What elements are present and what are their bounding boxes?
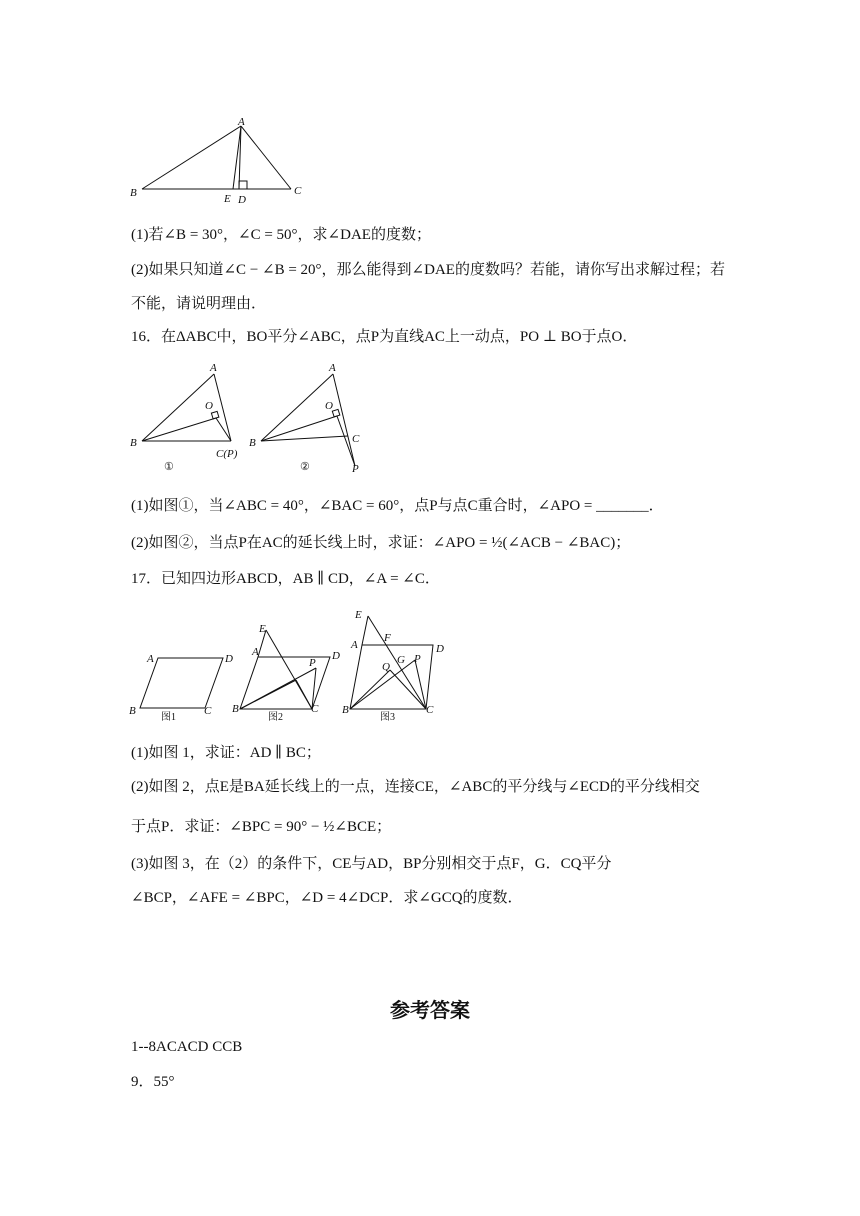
label-D: D — [238, 194, 246, 206]
problem-16-statement: 16．在ΔABC中，BO平分∠ABC，点P为直线AC上一动点，PO ⊥ BO于点O． — [131, 329, 638, 345]
caption-fig1: 图1 — [161, 712, 176, 723]
caption-circled-2: ② — [300, 461, 310, 473]
label-A: A — [351, 639, 358, 651]
problem-17-part3-line2: ∠BCP，∠AFE = ∠BPC，∠D = 4∠DCP．求∠GCQ的度数． — [131, 890, 523, 906]
problem-15-part2-line2: 不能，请说明理由． — [131, 296, 267, 312]
figure-17-1 — [126, 645, 238, 725]
label-G: G — [397, 654, 405, 666]
label-A: A — [329, 362, 336, 374]
label-B: B — [130, 187, 137, 199]
label-E: E — [355, 609, 362, 621]
label-P: P — [352, 463, 359, 474]
label-A: A — [147, 653, 154, 665]
label-B: B — [130, 437, 137, 449]
label-P: P — [309, 657, 316, 669]
problem-16-part1: (1)如图①，当∠ABC = 40°，∠BAC = 60°，点P与点C重合时，∠APO = _______． — [131, 498, 664, 514]
label-F: F — [384, 632, 391, 644]
problem-17-part3-line1: (3)如图 3，在（2）的条件下，CE与AD，BP分别相交于点F，G．CQ平分 — [131, 856, 612, 872]
problem-17-part2-line1: (2)如图 2，点E是BA延长线上的一点，连接CE，∠ABC的平分线与∠ECD的平分线相交 — [131, 779, 700, 795]
label-P: P — [414, 653, 421, 665]
caption-fig2: 图2 — [268, 712, 283, 723]
figure-16-1 — [126, 358, 256, 474]
label-B: B — [129, 705, 136, 717]
label-A: A — [252, 646, 259, 658]
label-C: C — [294, 185, 302, 197]
problem-15-part1: (1)若∠B = 30°，∠C = 50°，求∠DAE的度数； — [131, 227, 431, 243]
label-D: D — [436, 643, 444, 655]
label-D: D — [332, 650, 340, 662]
label-E: E — [259, 623, 266, 635]
label-B: B — [342, 704, 349, 716]
figure-15-triangle — [126, 116, 306, 208]
problem-15-part2-line1: (2)如果只知道∠C − ∠B = 20°，那么能得到∠DAE的度数吗？若能，请你写出求解过程；若 — [131, 262, 725, 278]
label-A: A — [210, 362, 217, 374]
label-O: O — [325, 400, 333, 412]
label-C: C — [352, 433, 360, 445]
label-B: B — [232, 703, 239, 715]
label-D: D — [225, 653, 233, 665]
figure-16-2 — [245, 358, 375, 474]
figure-17-2 — [228, 618, 350, 726]
answer-heading: 参考答案 — [390, 998, 470, 1022]
label-B: B — [249, 437, 256, 449]
label-C: C — [426, 704, 434, 716]
caption-circled-1: ① — [164, 461, 174, 473]
answer-9: 9．55° — [131, 1074, 175, 1090]
label-C: C — [311, 703, 319, 715]
label-C: C — [204, 705, 212, 717]
label-A: A — [238, 116, 245, 128]
label-C-P: C(P) — [216, 448, 238, 460]
label-O: O — [205, 400, 213, 412]
problem-17-statement: 17．已知四边形ABCD，AB ∥ CD，∠A = ∠C． — [131, 571, 440, 587]
label-Q: Q — [382, 661, 390, 673]
label-E: E — [224, 193, 231, 205]
caption-fig3: 图3 — [380, 712, 395, 723]
problem-17-part2-line2: 于点P．求证：∠BPC = 90° − ½∠BCE； — [131, 819, 392, 835]
answer-1-8: 1--8ACACD CCB — [131, 1039, 243, 1055]
problem-16-part2: (2)如图②，当点P在AC的延长线上时，求证：∠APO = ½(∠ACB − ∠BAC)； — [131, 535, 631, 551]
figure-17-3 — [340, 604, 456, 728]
problem-17-part1: (1)如图 1，求证：AD ∥ BC； — [131, 745, 321, 761]
